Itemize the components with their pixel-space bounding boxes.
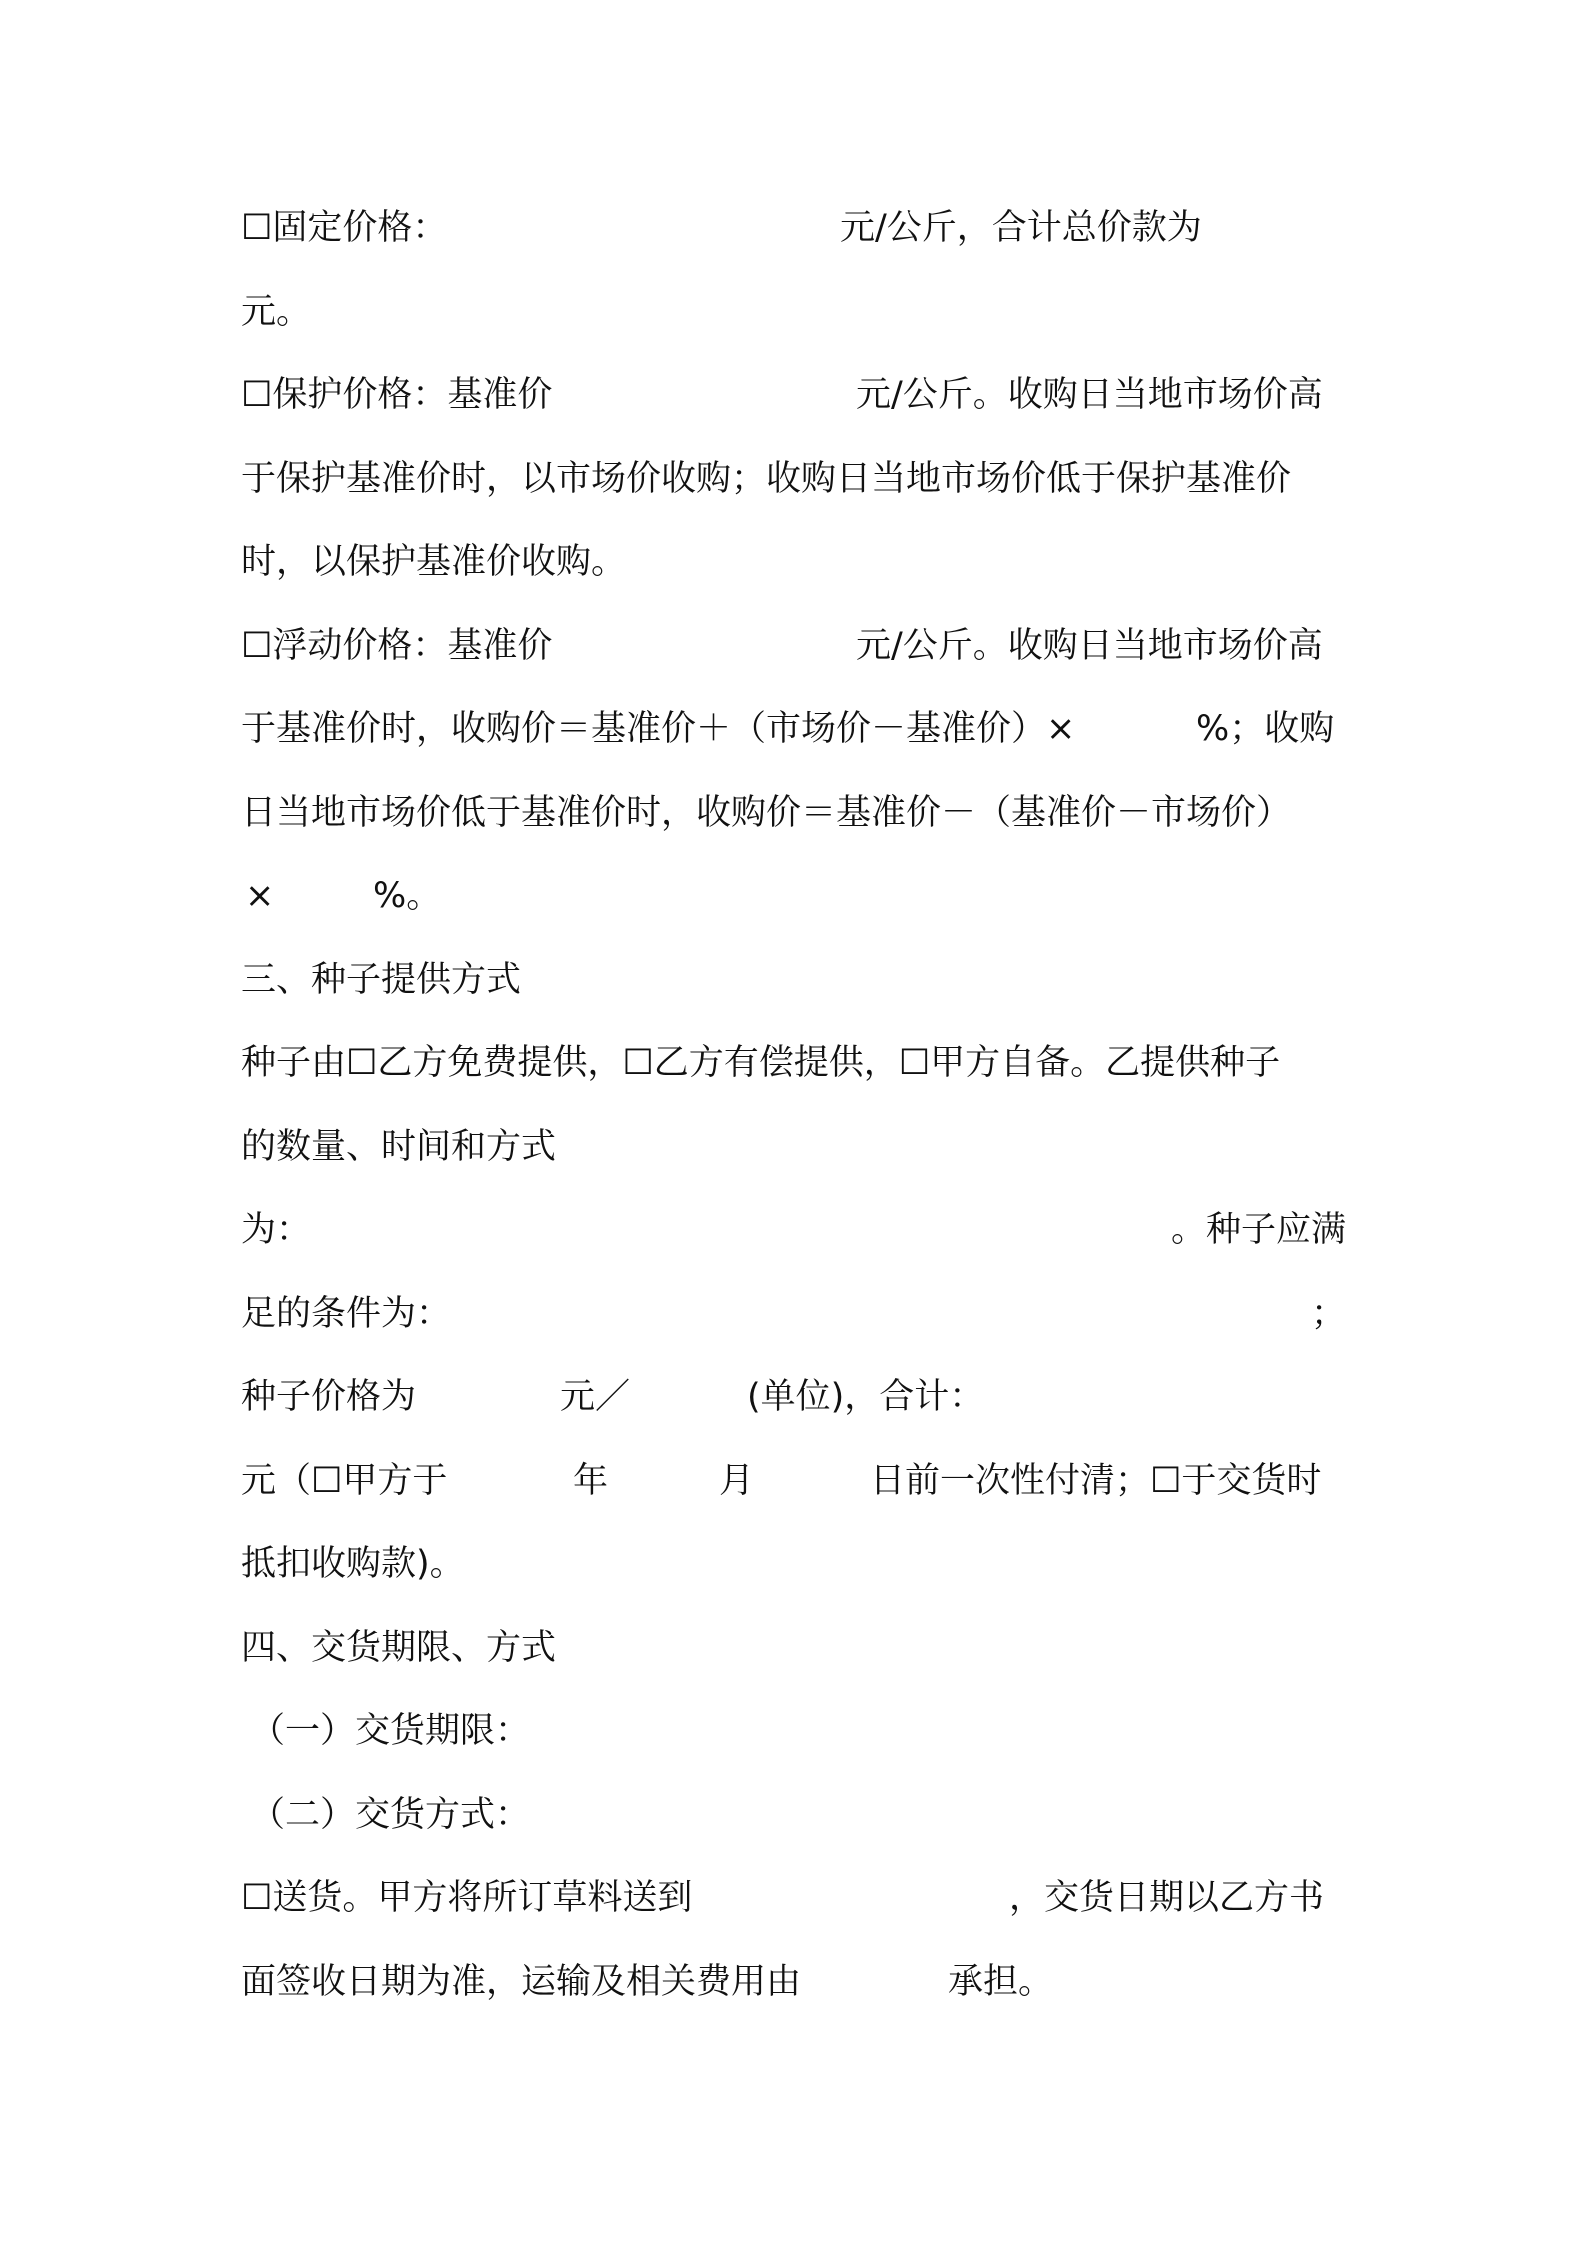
seed-price-yuan: 元／ — [560, 1377, 631, 1417]
delivery-method-line — [0, 1785, 1586, 1845]
fixed-price-line — [0, 198, 1586, 258]
seed-conditions-line — [0, 1284, 1586, 1344]
seed-supply-text: 种子由☐乙方免费提供，☐乙方有偿提供，☐甲方自备。乙提供种子 — [241, 1043, 1281, 1083]
seed-payment-label: 元（☐甲方于 — [241, 1461, 448, 1501]
delivery-term-line — [0, 1701, 1586, 1761]
seed-supply-cont2-line — [0, 1200, 1586, 1260]
seed-payment-month: 月 — [719, 1461, 755, 1501]
section-3-heading-line — [0, 950, 1586, 1010]
seed-supply-cont2-tail: 。种子应满 — [1171, 1210, 1347, 1250]
float-price-line — [0, 616, 1586, 676]
protect-price-cont2-line — [0, 532, 1586, 592]
seed-supply-cont1-line — [0, 1117, 1586, 1177]
delivery-send-tail: ，交货日期以乙方书 — [1009, 1878, 1325, 1918]
delivery-send-line — [0, 1868, 1586, 1928]
float-price-multiply: × — [245, 876, 275, 916]
seed-payment-day-text: 日前一次性付清；☐于交货时 — [870, 1461, 1322, 1501]
seed-price-label: 种子价格为 — [241, 1377, 417, 1417]
seed-supply-label: 为： — [241, 1210, 312, 1250]
seed-conditions-end: ； — [1311, 1294, 1347, 1334]
protect-price-cont1-line — [0, 449, 1586, 509]
float-price-cont2-line — [0, 783, 1586, 843]
section-4-heading-line — [0, 1618, 1586, 1678]
fixed-price-unit: 元/公斤，合计总价款为 — [840, 208, 1202, 248]
float-price-label: ☐浮动价格：基准价 — [241, 626, 553, 666]
delivery-term-label: （一）交货期限： — [250, 1711, 531, 1751]
protect-price-line — [0, 365, 1586, 425]
float-price-unit: 元/公斤。收购日当地市场价高 — [856, 626, 1323, 666]
seed-conditions-label: 足的条件为： — [241, 1294, 452, 1334]
protect-price-cont1-text: 于保护基准价时，以市场价收购；收购日当地市场价低于保护基准价 — [241, 459, 1292, 499]
section-4-heading: 四、交货期限、方式 — [241, 1628, 557, 1668]
fixed-price-cont-text: 元。 — [241, 292, 312, 332]
fixed-price-label: ☐固定价格： — [241, 208, 448, 248]
seed-supply-line — [0, 1033, 1586, 1093]
section-3-heading: 三、种子提供方式 — [241, 960, 522, 1000]
float-price-percent-2: %。 — [373, 876, 442, 916]
float-price-formula-2: 日当地市场价低于基准价时，收购价＝基准价－（基准价－市场价） — [241, 793, 1292, 833]
seed-supply-cont1-text: 的数量、时间和方式 — [241, 1127, 557, 1167]
float-price-cont3-line — [0, 866, 1586, 926]
delivery-send-cont-line — [0, 1952, 1586, 2012]
delivery-send-label: ☐送货。甲方将所订草料送到 — [241, 1878, 693, 1918]
float-price-cont1-line — [0, 699, 1586, 759]
seed-payment-cont-text: 抵扣收购款)。 — [241, 1544, 465, 1584]
protect-price-unit: 元/公斤。收购日当地市场价高 — [856, 375, 1323, 415]
delivery-method-label: （二）交货方式： — [250, 1795, 531, 1835]
delivery-send-cont-tail: 承担。 — [948, 1962, 1054, 2002]
seed-price-line — [0, 1367, 1586, 1427]
protect-price-label: ☐保护价格：基准价 — [241, 375, 553, 415]
float-price-formula-1: 于基准价时，收购价＝基准价＋（市场价－基准价）× — [241, 709, 1076, 749]
delivery-send-cont-text: 面签收日期为准，运输及相关费用由 — [241, 1962, 802, 2002]
float-price-percent-1: %；收购 — [1196, 709, 1335, 749]
fixed-price-cont-line — [0, 282, 1586, 342]
seed-payment-cont-line — [0, 1534, 1586, 1594]
protect-price-cont2-text: 时，以保护基准价收购。 — [241, 542, 627, 582]
seed-price-unit-total: (单位)，合计： — [747, 1377, 985, 1417]
seed-payment-year: 年 — [573, 1461, 609, 1501]
seed-payment-line — [0, 1451, 1586, 1511]
